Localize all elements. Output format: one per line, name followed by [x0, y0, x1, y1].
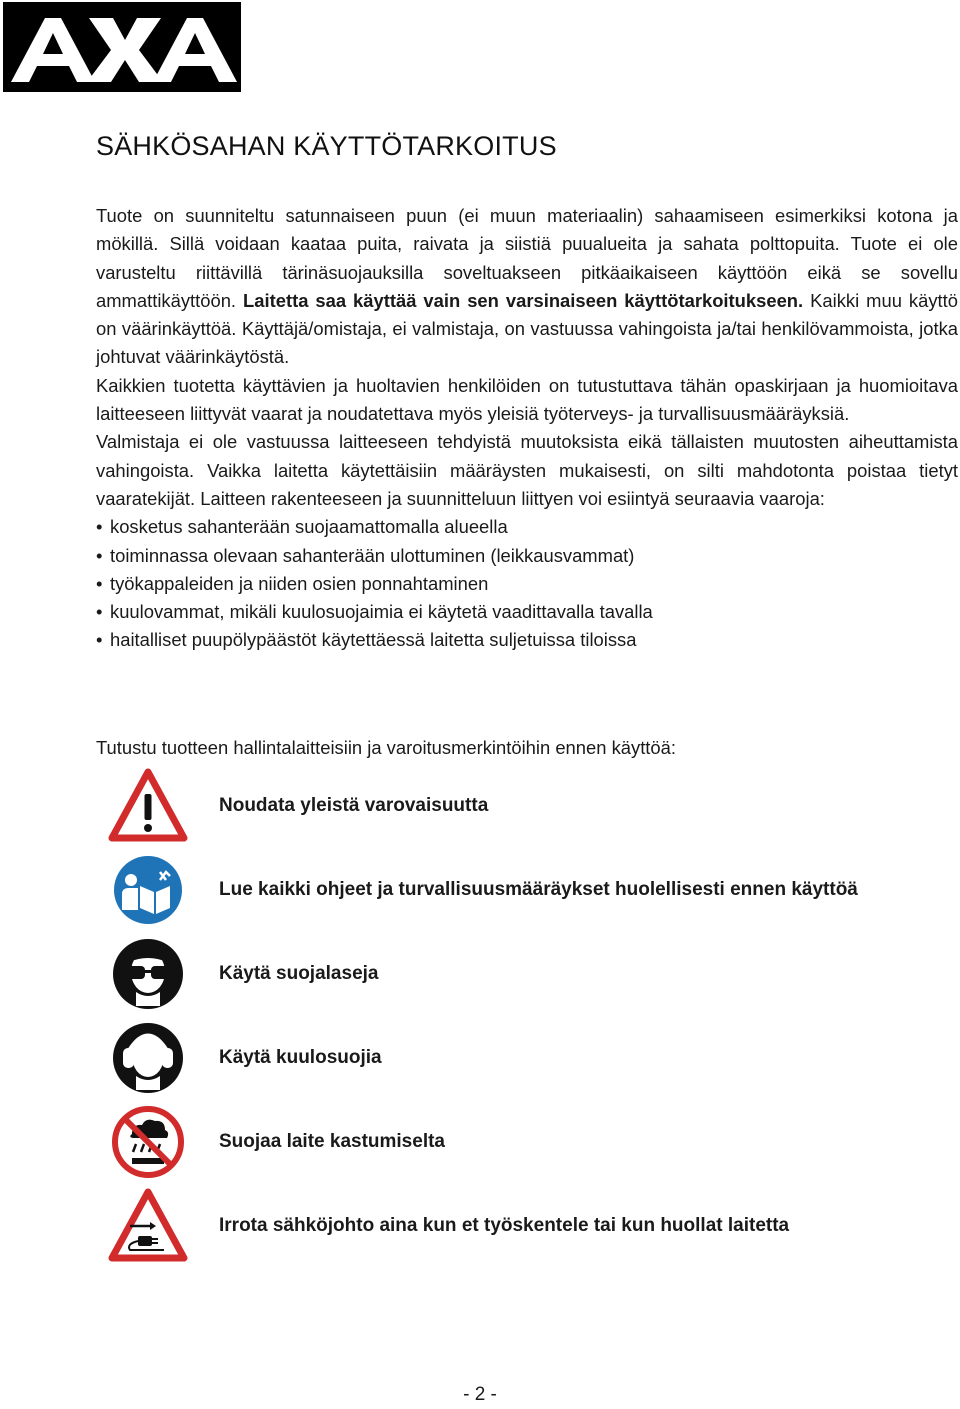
sign-label: Suojaa laite kastumiselta: [219, 1131, 445, 1152]
no-rain-icon: [108, 1102, 188, 1182]
sign-label: Käytä suojalaseja: [219, 963, 379, 984]
sign-row-unplug: [108, 1186, 958, 1266]
page-number: - 2 -: [463, 1384, 497, 1405]
signs-intro: Tutustu tuotteen hallintalaitteisiin ja varoitusmerkintöihin ennen käyttöä:: [96, 737, 676, 758]
sign-row-read-instructions: [108, 850, 958, 930]
brand-logo: [3, 2, 241, 92]
ear-protection-icon: [108, 1018, 188, 1098]
sign-row-ear-protection: [108, 1018, 958, 1098]
hazard-list: [96, 513, 958, 654]
users-paragraph: Kaikkien tuotetta käyttävien ja huoltavien henkilöiden on tutustuttava tähän opaskirjaan ja huomioitava laitteeseen liittyvät vaarat ja noudatettava myös yleisiä työterveys- ja turvallisuusmääräyksiä.: [96, 374, 958, 425]
list-item: • kosketus sahanterään suojaamattomalla alueella: [96, 513, 958, 541]
manufacturer-paragraph: Valmistaja ei ole vastuussa laitteeseen tehdyistä muutoksista eikä tällaisten muutosten aiheuttamista vahingoista. Vaikka laitetta käytettäisiin määräysten mukaisesti, on silti mahdotonta poistaa tietyt vaaratekijät. Laitteen rakenteeseen ja suunnitteluun liittyen voi esiintyä seuraavia vaaroja:: [96, 431, 958, 509]
body-text: [96, 202, 958, 655]
sign-label: Irrota sähköjohto aina kun et työskentele tai kun huollat laitetta: [219, 1215, 790, 1236]
list-item: • haitalliset puupölypäästöt käytettäessä laitetta suljetuissa tiloissa: [96, 626, 958, 654]
intended-use-text: Tuote on suunniteltu satunnaiseen puun (ei muun materiaalin) sahaamiseen esimerkiksi kotona ja mökillä. Sillä voidaan kaataa puita, raivata ja siistiä puualueita ja sahata polttopuita. Tuote ei ole varusteltu riittävillä tärinäsuojauksilla soveltuakseen pitkäaikaiseen käyttöön eikä se sovellu ammattikäyttöön.: [96, 205, 958, 311]
safety-glasses-icon: [108, 934, 188, 1014]
sign-row-general-caution: [108, 766, 958, 846]
intended-use-emphasis: Laitetta saa käyttää vain sen varsinaiseen käyttötarkoitukseen.: [243, 289, 804, 311]
list-item: • kuulovammat, mikäli kuulosuojaimia ei käytetä vaadittavalla tavalla: [96, 598, 958, 626]
sign-row-protect-from-rain: [108, 1102, 958, 1182]
sign-row-safety-glasses: [108, 934, 958, 1014]
list-item: • työkappaleiden ja niiden osien ponnahtaminen: [96, 570, 958, 598]
sign-label: Käytä kuulosuojia: [219, 1047, 382, 1068]
misuse-text: Kaikki muu käyttö on väärinkäyttöä. Käyttäjä/omistaja, ei valmistaja, on vastuussa vahingoista ja/tai henkilövammoista, jotka johtuvat väärinkäytöstä.: [96, 289, 958, 368]
list-item: • toiminnassa olevaan sahanterään ulottuminen (leikkausvammat): [96, 542, 958, 570]
page-title: SÄHKÖSAHAN KÄYTTÖTARKOITUS: [96, 131, 557, 161]
intended-use-paragraph: [96, 202, 958, 372]
sign-label: Noudata yleistä varovaisuutta: [219, 795, 489, 816]
warning-exclamation-icon: [108, 766, 188, 846]
sign-label: Lue kaikki ohjeet ja turvallisuusmääräykset huolellisesti ennen käyttöä: [219, 879, 858, 900]
unplug-warning-icon: [108, 1186, 188, 1266]
read-manual-icon: [108, 850, 188, 930]
